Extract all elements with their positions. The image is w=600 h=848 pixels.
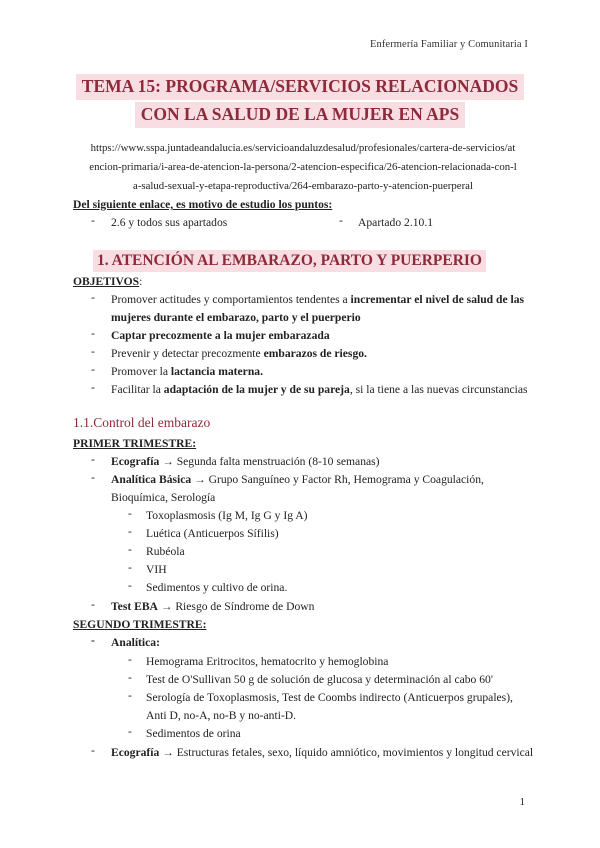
link-line-2[interactable]: encion-primaria/i-area-de-atencion-la-persona/2-atencion-especifica/26-atencion-relacionada-con-l	[89, 161, 517, 173]
primer-sub-3: Rubéola	[146, 545, 185, 558]
section-heading: 1. ATENCIÓN AL EMBARAZO, PARTO Y PUERPERIO	[93, 250, 486, 272]
running-header: Enfermería Familiar y Comunitaria I	[369, 39, 528, 50]
list-dash: -	[91, 214, 95, 227]
primer-sub-4: VIH	[146, 563, 167, 576]
objective-2: Captar precozmente a la mujer embarazada	[111, 329, 330, 342]
primer-analitica: Analítica Básica → Grupo Sanguíneo y Factor Rh, Hemograma y Coagulación,	[111, 473, 484, 486]
list-dash: -	[91, 744, 95, 757]
link-line-3[interactable]: a-salud-sexual-y-etapa-reproductiva/264-embarazo-parto-y-atencion-puerperal	[133, 180, 473, 192]
page-number: 1	[519, 796, 525, 808]
objective-4: Promover la lactancia materna.	[111, 365, 263, 378]
segundo-sub-2: Test de O'Sullivan 50 g de solución de glucosa y determinación al cabo 60'	[146, 673, 493, 686]
link-line-1[interactable]: https://www.sspa.juntadeandalucia.es/servicioandaluzdesalud/profesionales/cartera-de-servicios/at	[90, 142, 516, 154]
list-dash: -	[91, 291, 95, 304]
list-dash: -	[128, 725, 132, 738]
objective-1-cont: mujeres durante el embarazo, parto y el puerperio	[111, 311, 361, 324]
list-dash: -	[91, 363, 95, 376]
list-dash: -	[128, 543, 132, 556]
segundo-sub-1: Hemograma Eritrocitos, hematocrito y hemoglobina	[146, 655, 389, 668]
primer-sub-1: Toxoplasmosis (Ig M, Ig G y Ig A)	[146, 509, 308, 522]
objective-3: Prevenir y detectar precozmente embarazos de riesgo.	[111, 347, 367, 360]
segundo-ecografia: Ecografía → Estructuras fetales, sexo, líquido amniótico, movimientos y longitud cervical	[111, 746, 534, 759]
segundo-sub-3: Serología de Toxoplasmosis, Test de Coombs indirecto (Anticuerpos grupales),	[146, 691, 513, 704]
list-dash: -	[128, 525, 132, 538]
segundo-sub-3-cont: Anti D, no-A, no-B y no-anti-D.	[146, 709, 297, 722]
list-dash: -	[128, 579, 132, 592]
list-dash: -	[91, 327, 95, 340]
objective-1: Promover actitudes y comportamientos tendentes a incrementar el nivel de salud de las	[111, 293, 525, 306]
list-dash: -	[128, 689, 132, 702]
subsection-heading: 1.1.Control del embarazo	[73, 415, 211, 430]
reference-link[interactable]	[73, 139, 533, 196]
primer-sub-5: Sedimentos y cultivo de orina.	[146, 581, 288, 594]
list-dash: -	[91, 598, 95, 611]
title-line-2: CON LA SALUD DE LA MUJER EN APS	[135, 102, 465, 128]
study-point-2: Apartado 2.10.1	[358, 216, 434, 229]
objective-5: Facilitar la adaptación de la mujer y de su pareja, si la tiene a las nuevas circunstancias	[111, 383, 528, 396]
list-dash: -	[91, 345, 95, 358]
study-point-1: 2.6 y todos sus apartados	[111, 216, 228, 229]
list-dash: -	[128, 561, 132, 574]
list-dash: -	[128, 653, 132, 666]
primer-trimestre-heading: PRIMER TRIMESTRE:	[73, 437, 197, 450]
list-dash: -	[128, 507, 132, 520]
primer-test-eba: Test EBA → Riesgo de Síndrome de Down	[111, 600, 315, 613]
segundo-sub-4: Sedimentos de orina	[146, 727, 241, 740]
page-title	[0, 74, 600, 128]
study-note-heading: Del siguiente enlace, es motivo de estudio los puntos:	[73, 198, 333, 211]
primer-analitica-cont: Bioquímica, Serología	[111, 491, 216, 504]
title-line-1: TEMA 15: PROGRAMA/SERVICIOS RELACIONADOS	[76, 74, 524, 100]
list-dash: -	[128, 671, 132, 684]
primer-ecografia: Ecografía → Segunda falta menstruación (8-10 semanas)	[111, 455, 380, 468]
objetivos-heading: OBJETIVOS:	[73, 275, 143, 288]
list-dash: -	[91, 453, 95, 466]
list-dash: -	[91, 634, 95, 647]
list-dash: -	[339, 214, 343, 227]
list-dash: -	[91, 381, 95, 394]
primer-sub-2: Luética (Anticuerpos Sífilis)	[146, 527, 279, 540]
list-dash: -	[91, 471, 95, 484]
segundo-trimestre-heading: SEGUNDO TRIMESTRE:	[73, 618, 207, 631]
segundo-analitica: Analítica:	[111, 636, 160, 649]
